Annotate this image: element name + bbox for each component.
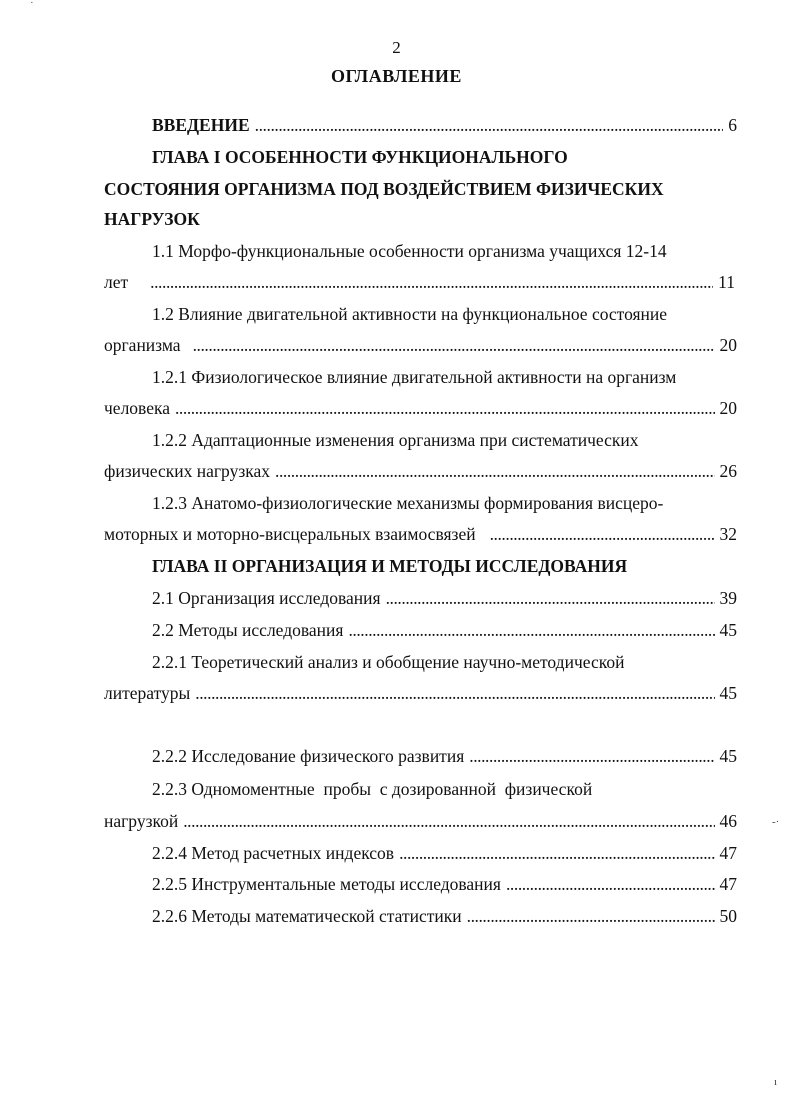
- toc-page-number: 46: [719, 811, 737, 831]
- toc-entry-text: организма: [104, 335, 181, 355]
- dot-leader: [506, 873, 715, 895]
- dot-leader: [183, 810, 714, 832]
- toc-entry-1-1-line-1: 1.1 Морфо-функциональные особенности организма учащихся 12-14: [152, 241, 667, 261]
- scan-artifact: ı: [774, 1076, 778, 1088]
- toc-entry-text: моторных и моторно-висцеральных взаимосвязей: [104, 524, 476, 544]
- toc-entry-1-2-3-line-1: 1.2.3 Анатомо-физиологические механизмы формирования висцеро-: [152, 493, 664, 513]
- toc-entry-text: лет: [104, 272, 129, 292]
- dot-leader: [193, 334, 715, 356]
- toc-entry-2-2-1: [104, 682, 737, 704]
- toc-entry-1-2-line-1: 1.2 Влияние двигательной активности на функциональное состояние: [152, 304, 668, 324]
- dot-leader: [255, 114, 724, 136]
- chapter-1-heading-line-1: ГЛАВА I ОСОБЕННОСТИ ФУНКЦИОНАЛЬНОГО: [152, 147, 568, 167]
- toc-entry-text: 2.2.4 Метод расчетных индексов: [152, 843, 395, 863]
- toc-page-number: 39: [719, 588, 737, 608]
- dot-leader: [275, 460, 715, 482]
- chapter-2-heading: ГЛАВА II ОРГАНИЗАЦИЯ И МЕТОДЫ ИССЛЕДОВАНИЯ: [152, 556, 628, 576]
- page-title: ОГЛАВЛЕНИЕ: [331, 66, 462, 86]
- dot-leader: [150, 271, 713, 293]
- toc-entry-2-2-1-line-1: 2.2.1 Теоретический анализ и обобщение научно-методической: [152, 652, 625, 672]
- toc-entry-2-2-3: [104, 810, 737, 832]
- dot-leader: [467, 905, 715, 927]
- dot-leader: [399, 842, 714, 864]
- toc-entry-1-1: [104, 271, 735, 293]
- toc-entry-2-2: [152, 619, 737, 641]
- toc-page-number: 26: [719, 461, 737, 481]
- toc-entry-text: 2.2.2 Исследование физического развития: [152, 746, 465, 766]
- scan-artifact: ˙: [30, 0, 34, 12]
- toc-page-number: 47: [719, 874, 737, 894]
- toc-entry-2-2-2: [152, 745, 737, 767]
- toc-page-number: 20: [719, 335, 737, 355]
- toc-page-number: 20: [719, 398, 737, 418]
- toc-entry-2-2-3-line-1: 2.2.3 Одномоментные пробы с дозированной физической: [152, 779, 593, 799]
- dot-leader: [175, 397, 715, 419]
- toc-entry-1-2: [104, 334, 737, 356]
- toc-page-number: 45: [719, 746, 737, 766]
- toc-entry-text: 2.2.5 Инструментальные методы исследования: [152, 874, 501, 894]
- toc-entry-1-2-1-line-1: 1.2.1 Физиологическое влияние двигательной активности на организм: [152, 367, 677, 387]
- dot-leader: [386, 587, 715, 609]
- toc-page-number: 45: [719, 620, 737, 640]
- toc-entry-1-2-3: [104, 523, 737, 545]
- toc-page-number: 32: [719, 524, 737, 544]
- page-number: 2: [392, 38, 401, 57]
- toc-entry-text: физических нагрузках: [104, 461, 270, 481]
- toc-page-number: 50: [719, 906, 737, 926]
- toc-entry-text: человека: [104, 398, 170, 418]
- toc-page-number: 6: [728, 115, 737, 135]
- chapter-1-heading-line-3: НАГРУЗОК: [104, 209, 200, 229]
- chapter-1-heading-line-2: СОСТОЯНИЯ ОРГАНИЗМА ПОД ВОЗДЕЙСТВИЕМ ФИЗИЧЕСКИХ: [104, 179, 664, 199]
- dot-leader: [195, 682, 714, 704]
- dot-leader: [490, 523, 715, 545]
- dot-leader: [469, 745, 714, 767]
- toc-entry-2-2-5: [152, 873, 737, 895]
- toc-entry-intro: [152, 114, 737, 136]
- toc-entry-text: ВВЕДЕНИЕ: [152, 115, 250, 135]
- toc-entry-text: 2.2.6 Методы математической статистики: [152, 906, 462, 926]
- toc-entry-text: нагрузкой: [104, 811, 179, 831]
- toc-entry-2-1: [152, 587, 737, 609]
- toc-page-number: 47: [719, 843, 737, 863]
- toc-entry-2-2-4: [152, 842, 737, 864]
- toc-entry-text: литературы: [104, 683, 191, 703]
- toc-entry-1-2-1: [104, 397, 737, 419]
- toc-entry-2-2-6: [152, 905, 737, 927]
- toc-entry-text: 2.1 Организация исследования: [152, 588, 381, 608]
- toc-page-number: 45: [719, 683, 737, 703]
- scan-artifact: -·: [772, 816, 780, 828]
- toc-page-number: 11: [718, 272, 735, 292]
- dot-leader: [348, 619, 714, 641]
- toc-entry-1-2-2-line-1: 1.2.2 Адаптационные изменения организма при систематических: [152, 430, 639, 450]
- toc-entry-1-2-2: [104, 460, 737, 482]
- toc-entry-text: 2.2 Методы исследования: [152, 620, 344, 640]
